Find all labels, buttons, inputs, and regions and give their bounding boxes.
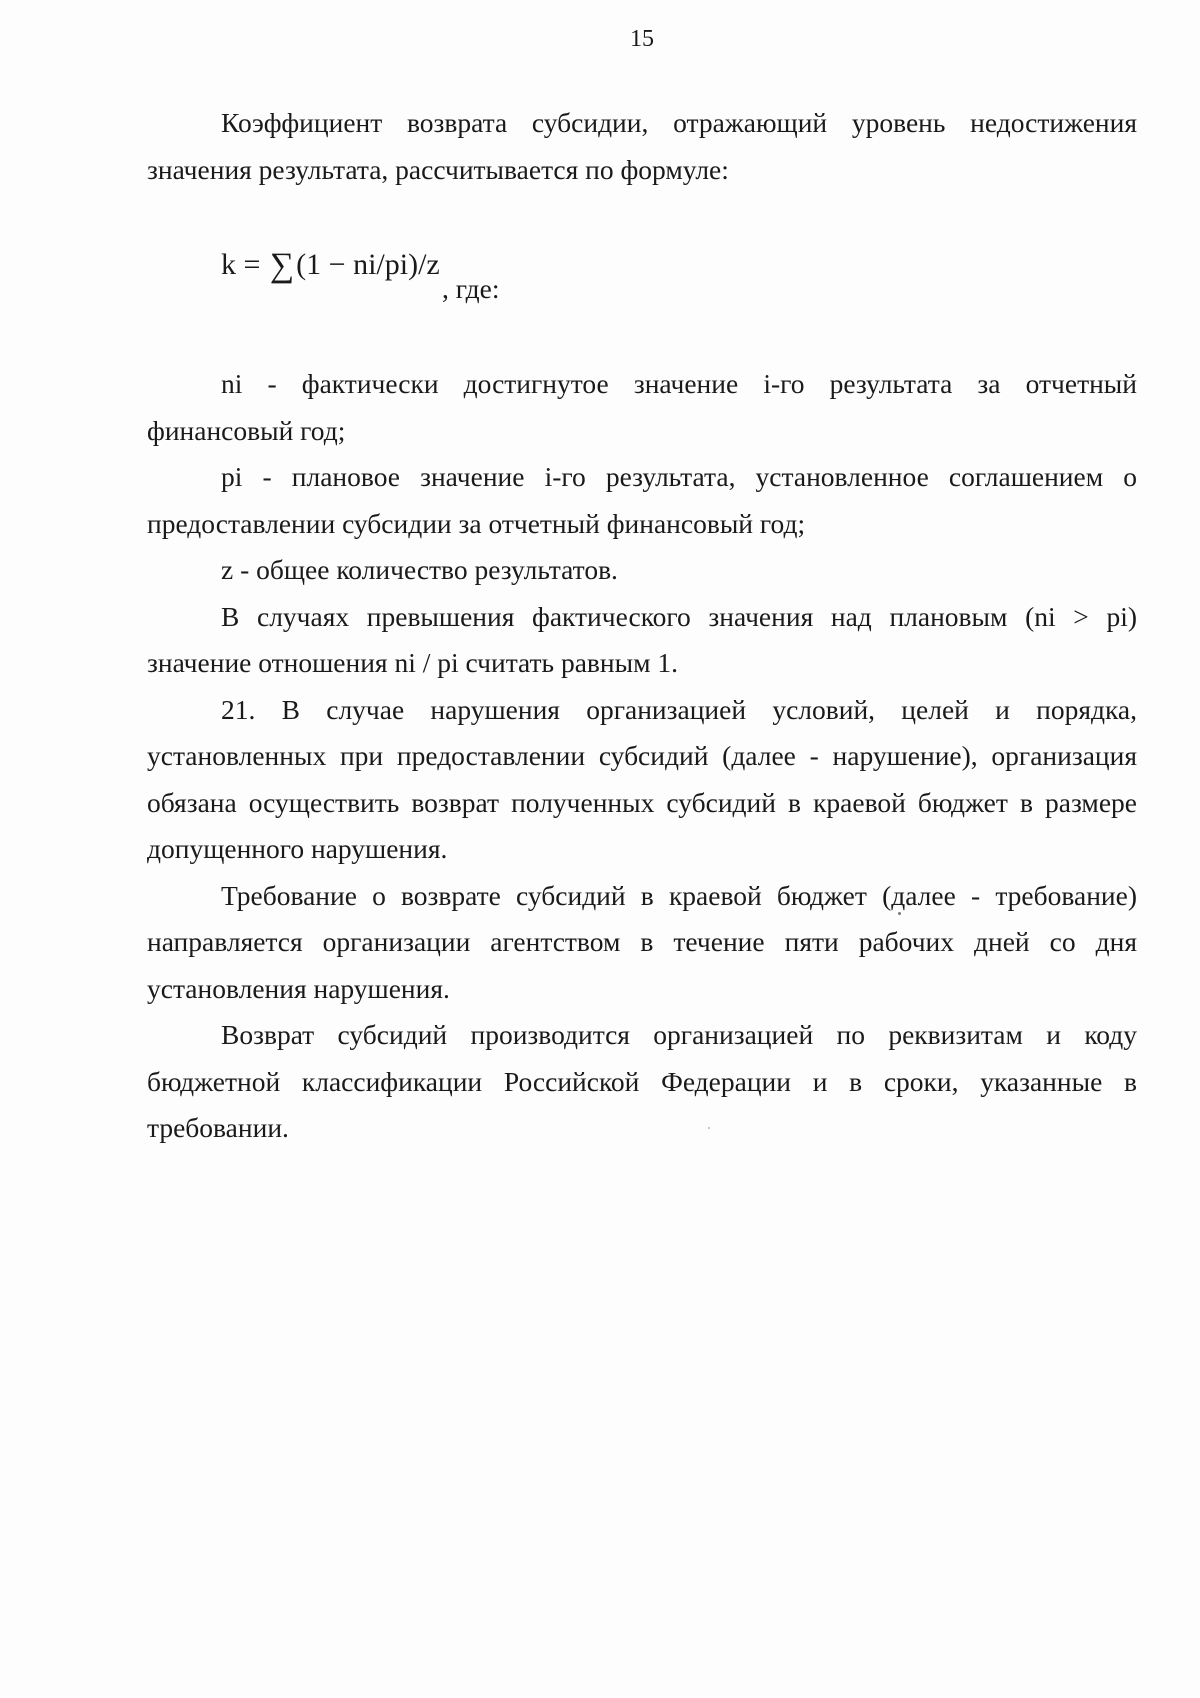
paragraph-return-requirement: Требование о возврате субсидий в краевой бюджет (далее - требование) направляется организации агентством в течение пяти рабочих дней со дня установления нарушения. [147,879,1137,1004]
sum-symbol: ∑ [269,247,295,284]
paragraph-ni-definition: ni - фактически достигнутое значение i-го результата за отчетный финансовый год; [147,368,1137,446]
paragraph-return-procedure: Возврат субсидий производится организацией по реквизитам и коду бюджетной классификации Российской Федерации и в сроки, указанные в требовании. [147,1019,1137,1143]
scan-speck [898,912,901,915]
paragraph-pi-definition: pi - плановое значение i-го результата, установленное соглашением о предоставлении субсидии за отчетный финансовый год; [147,461,1137,539]
paragraph-intro: Коэффициент возврата субсидии, отражающий уровень недостижения значения результата, рассчитывается по формуле: [147,107,1137,185]
formula-lhs: k = [221,248,268,281]
formula-expression [221,245,440,286]
paragraph-excess-case: В случаях превышения фактического значения над плановым (ni > pi) значение отношения ni / pi считать равным 1. [147,600,1137,678]
formula-where-label: , где: [442,273,500,304]
document-body [147,100,1137,1152]
formula-rhs: (1 − ni/pi)/z [296,248,440,281]
paragraph-z-definition: z - общее количество результатов. [221,554,618,585]
scan-speck [708,1127,710,1129]
paragraph-clause-21: 21. В случае нарушения организацией условий, целей и порядка, установленных при предоставлении субсидий (далее - нарушение), организация обязана осуществить возврат полученных субсидий в краевой бюджет в размере допущенного нарушения. [147,693,1137,864]
formula-block [147,213,1137,333]
page-number: 15 [630,26,654,52]
